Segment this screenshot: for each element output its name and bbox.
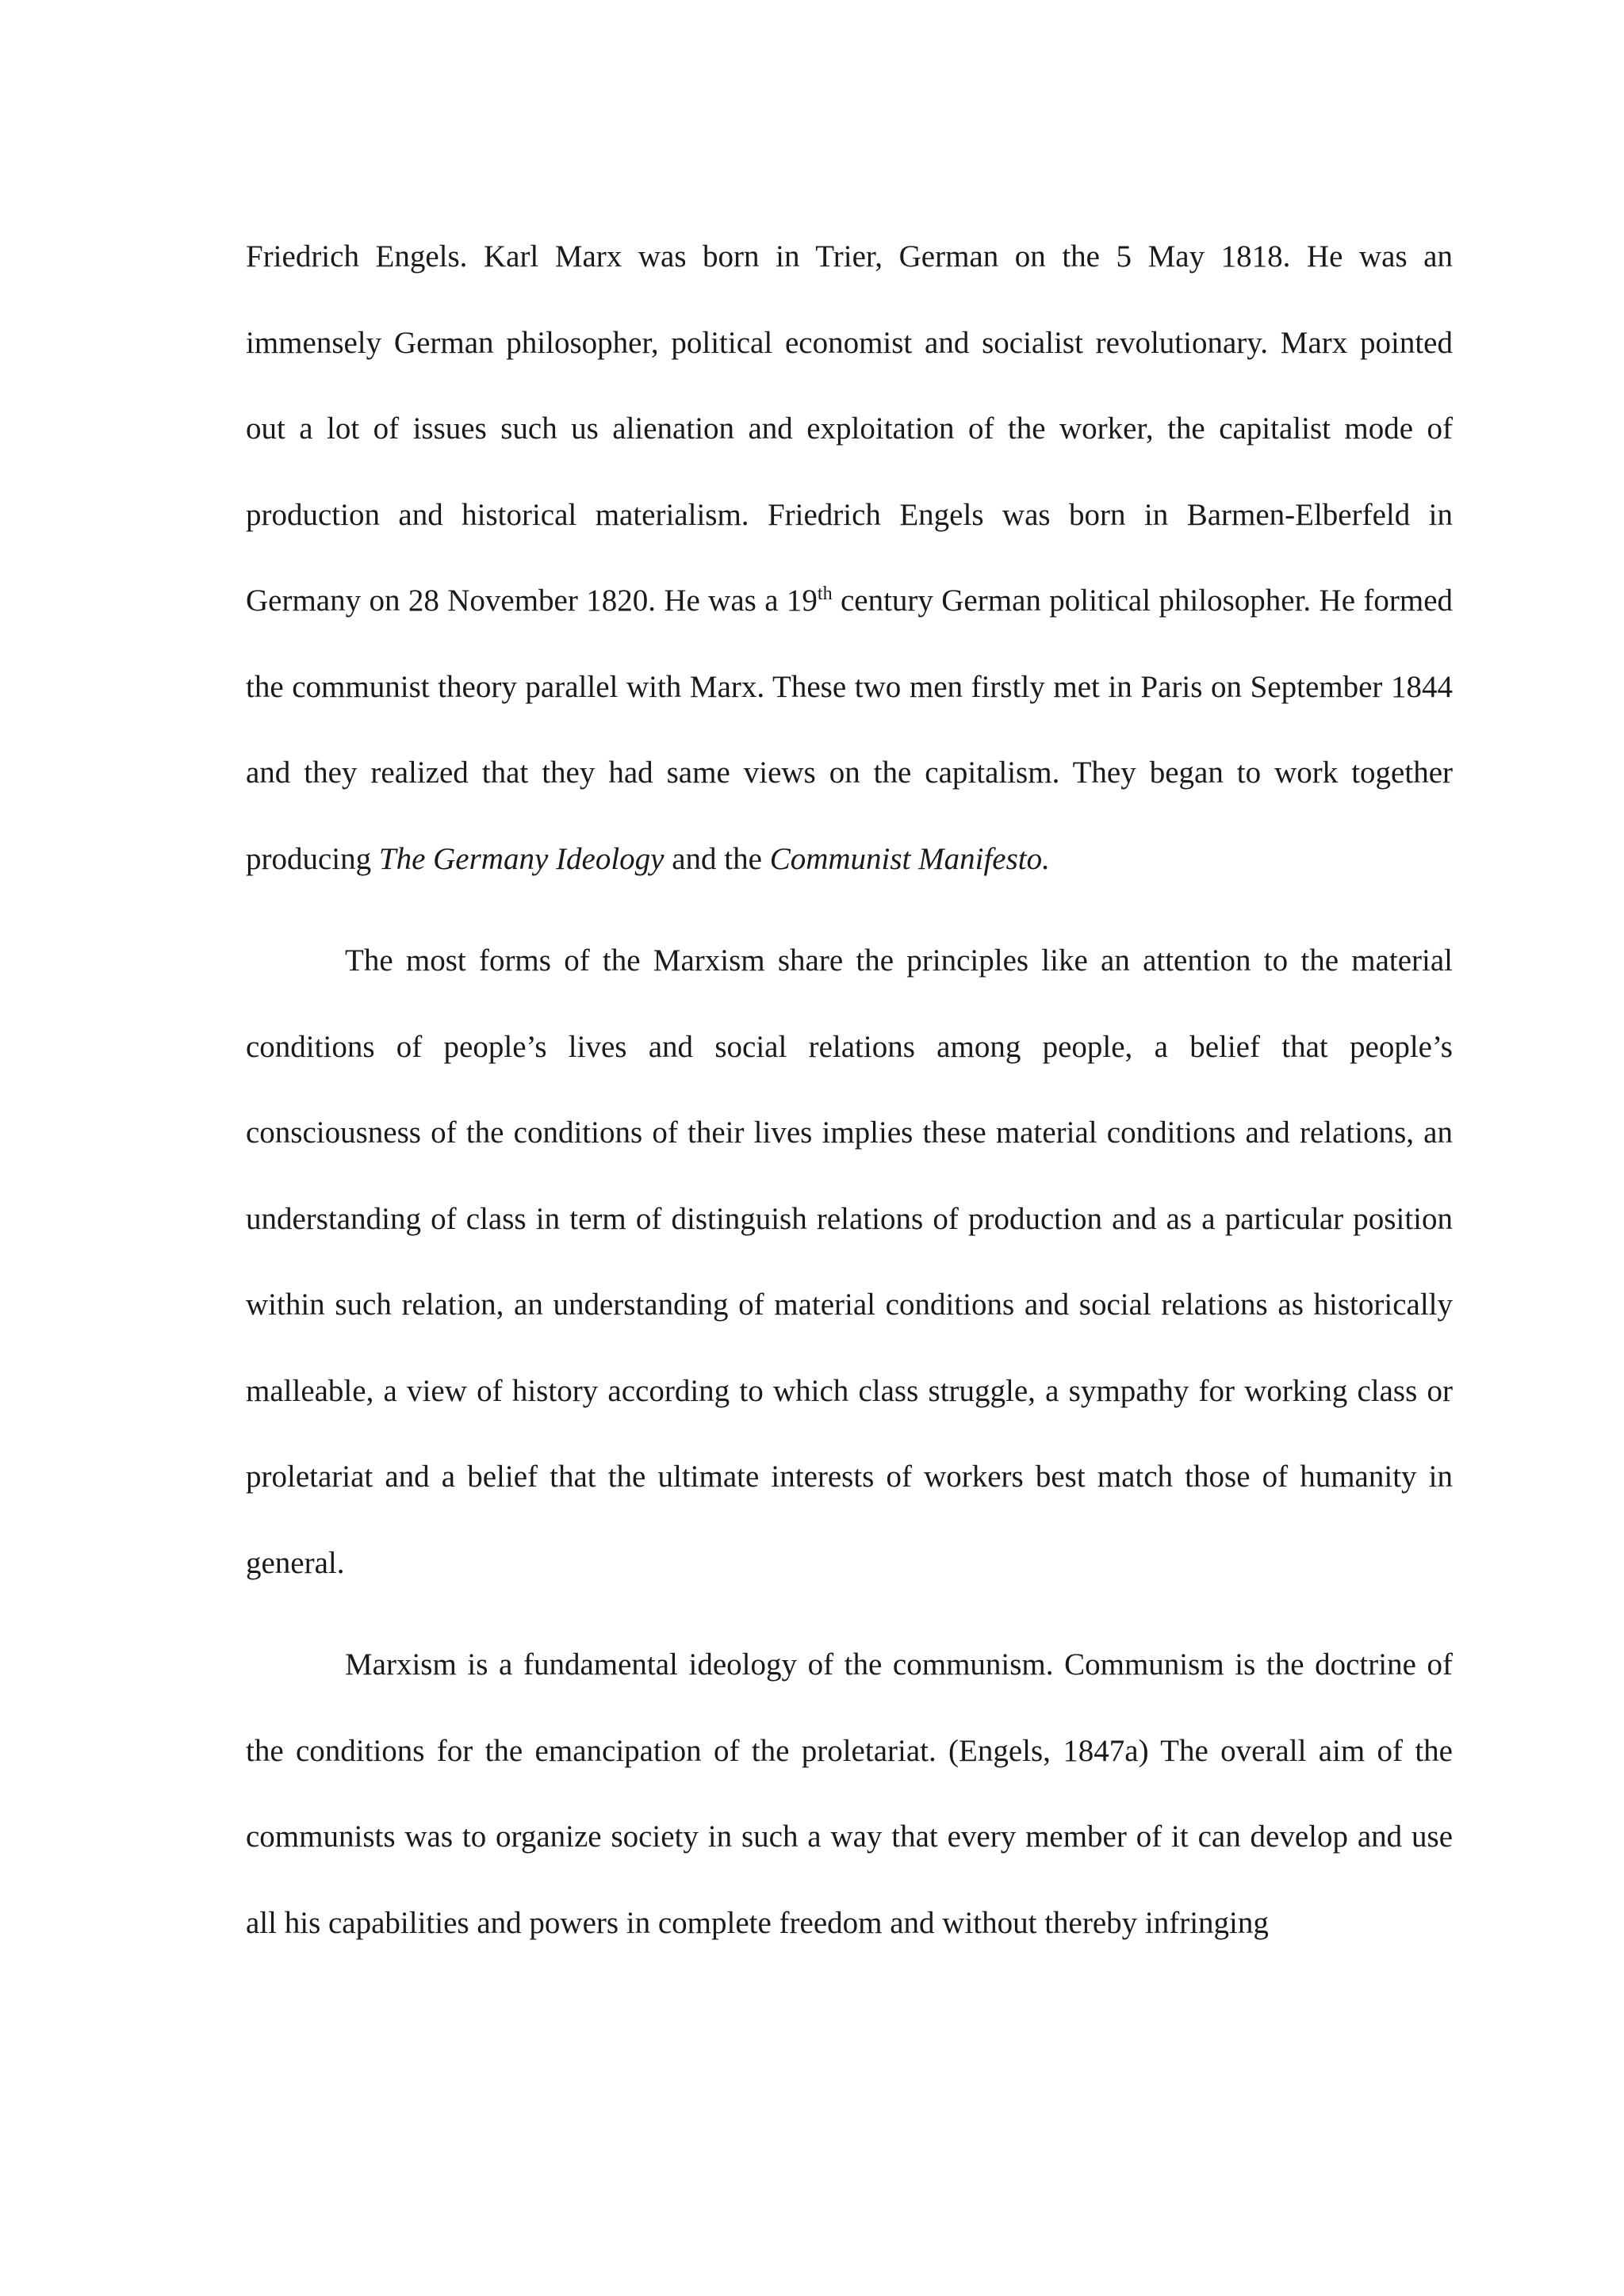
paragraph-1-text-a: Friedrich Engels. Karl Marx was born in Trier, German on the 5 May 1818. He was an immensely German philosopher, political economist and socialist revolutionary. Marx pointed out a lot of issues such us alienation and exploitation of the worker, the capitalist mode of production and historical materialism. Friedrich Engels was born in Barmen-Elberfeld in Germany on 28 November 1820. He was a 19 — [246, 239, 1453, 618]
book-title-german-ideology: The Germany Ideology — [378, 841, 665, 876]
paragraph-2: The most forms of the Marxism share the principles like an attention to the material conditions of people’s lives and social relations among people, a belief that people’s consciousness of the conditions of their lives implies these material conditions and relations, an understanding of class in term of distinguish relations of production and as a particular position within such relation, an understanding of material conditions and social relations as historically malleable, a view of history according to which class struggle, a sympathy for working class or proletariat and a belief that the ultimate interests of workers best match those of humanity in general. — [246, 943, 1453, 1580]
body-text — [246, 214, 1453, 1966]
paragraph-1-text-b: century German political philosopher. He formed the communist theory parallel with Marx. These two men firstly met in Paris on September 1844 and they realized that they had same views on the capitalism. They began to work together producing — [246, 584, 1454, 876]
ordinal-superscript: th — [817, 584, 833, 604]
paragraph-1-text-c: and the — [664, 841, 770, 876]
paragraph-3: Marxism is a fundamental ideology of the communism. Communism is the doctrine of the conditions for the emancipation of the proletariat. (Engels, 1847a) The overall aim of the communists was to organize society in such a way that every member of it can develop and use all his capabilities and powers in complete freedom and without thereby infringing — [246, 1647, 1453, 1940]
book-title-communist-manifesto: Communist Manifesto. — [769, 841, 1050, 876]
paragraph-1 — [246, 214, 1453, 902]
